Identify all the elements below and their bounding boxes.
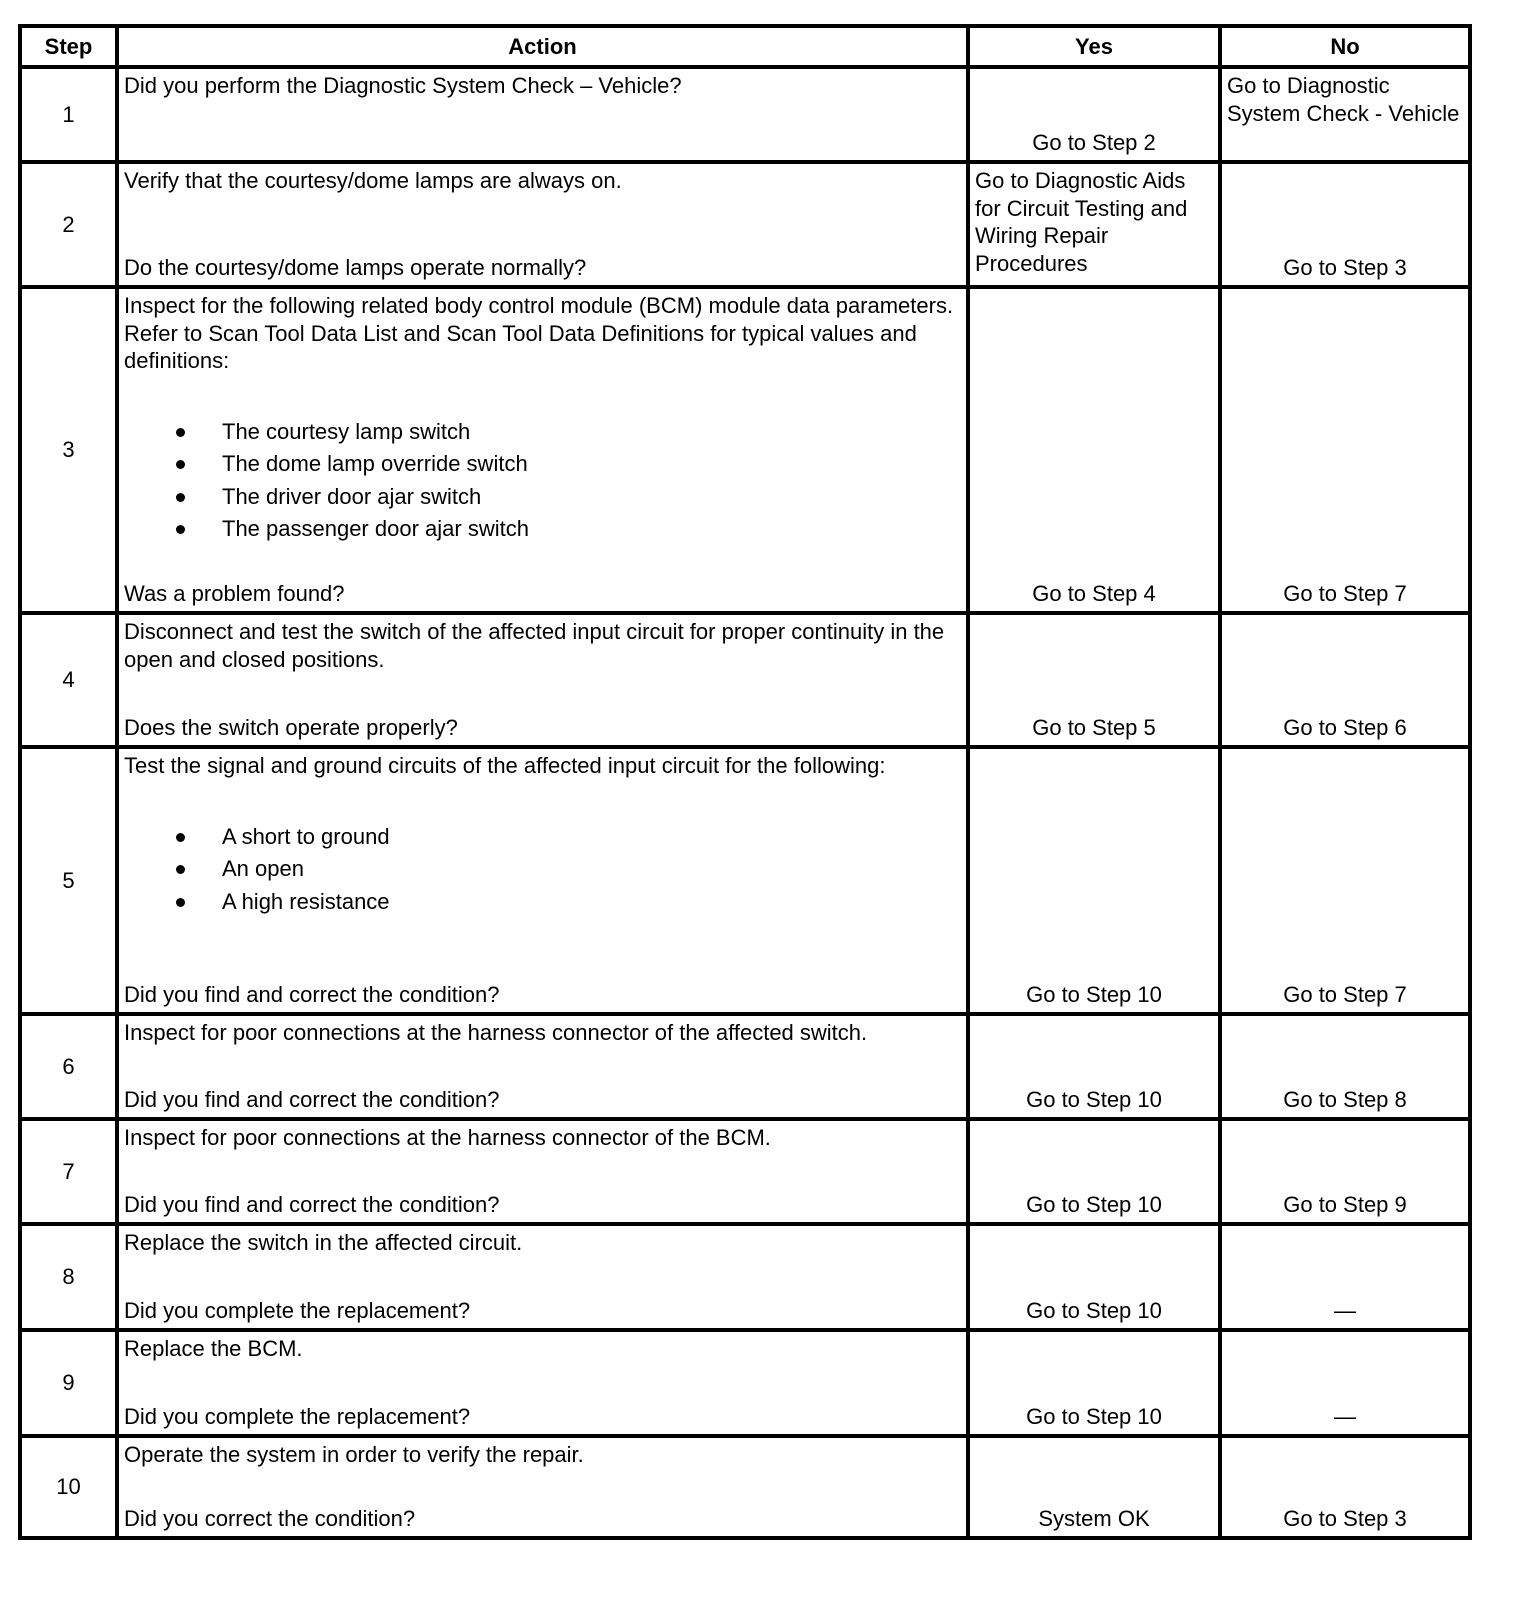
header-action: Action <box>119 28 966 65</box>
bullet-item: A short to ground <box>124 821 960 854</box>
no-result <box>1222 1438 1468 1536</box>
yes-text: Go to Step 5 <box>1032 714 1156 740</box>
step-number: 4 <box>22 615 115 745</box>
action-cell <box>119 1121 966 1222</box>
action-text: Inspect for poor connections at the harness connector of the affected switch. <box>124 1020 868 1045</box>
step-number: 1 <box>22 69 115 160</box>
yes-text: System OK <box>1038 1505 1150 1531</box>
yes-result <box>970 1226 1218 1328</box>
no-text: Go to Step 6 <box>1283 714 1407 740</box>
bullet-item: A high resistance <box>124 886 960 919</box>
step-number: 3 <box>22 289 115 611</box>
action-cell <box>119 1438 966 1536</box>
no-result <box>1222 615 1468 745</box>
bullet-item: The dome lamp override switch <box>124 448 960 481</box>
step-number: 7 <box>22 1121 115 1222</box>
yes-result <box>970 1332 1218 1434</box>
no-result <box>1222 1121 1468 1222</box>
no-result <box>1222 1226 1468 1328</box>
action-text: Operate the system in order to verify the repair. <box>124 1442 584 1467</box>
no-text: Go to Step 3 <box>1283 254 1407 280</box>
bullet-list <box>124 821 960 919</box>
step-number: 10 <box>22 1438 115 1536</box>
action-cell <box>119 615 966 745</box>
action-text: Inspect for the following related body control module (BCM) module data parameters. Refer to Scan Tool Data List and Scan Tool Data Definitions for typical values and definitions: <box>124 293 954 373</box>
action-cell <box>119 1332 966 1434</box>
no-text: Go to Diagnostic System Check - Vehicle <box>1227 73 1460 126</box>
no-text: Go to Step 3 <box>1283 1505 1407 1531</box>
action-text: Disconnect and test the switch of the affected input circuit for proper continuity in the open and closed positions. <box>124 619 945 672</box>
action-cell <box>119 1226 966 1328</box>
no-result <box>1222 749 1468 1012</box>
step-number: 8 <box>22 1226 115 1328</box>
action-question: Does the switch operate properly? <box>124 714 458 740</box>
yes-text: Go to Step 2 <box>1032 129 1156 155</box>
action-question: Was a problem found? <box>124 580 345 606</box>
yes-result <box>970 1016 1218 1117</box>
action-question: Did you find and correct the condition? <box>124 1086 500 1112</box>
yes-result <box>970 69 1218 160</box>
yes-result <box>970 615 1218 745</box>
action-text: Inspect for poor connections at the harness connector of the BCM. <box>124 1125 771 1150</box>
action-text: Replace the BCM. <box>124 1336 303 1361</box>
step-number: 9 <box>22 1332 115 1434</box>
yes-text: Go to Diagnostic Aids for Circuit Testing and Wiring Repair Procedures <box>975 168 1188 276</box>
bullet-item: The courtesy lamp switch <box>124 416 960 449</box>
no-result <box>1222 1016 1468 1117</box>
action-question: Did you find and correct the condition? <box>124 981 500 1007</box>
bullet-item: An open <box>124 853 960 886</box>
bullet-item: The driver door ajar switch <box>124 481 960 514</box>
action-text: Test the signal and ground circuits of the affected input circuit for the following: <box>124 753 886 778</box>
bullet-item: The passenger door ajar switch <box>124 513 960 546</box>
yes-text: Go to Step 10 <box>1026 1297 1162 1323</box>
no-text: Go to Step 8 <box>1283 1086 1407 1112</box>
yes-result <box>970 289 1218 611</box>
no-result <box>1222 69 1468 160</box>
step-number: 2 <box>22 164 115 285</box>
yes-result <box>970 1438 1218 1536</box>
yes-text: Go to Step 10 <box>1026 981 1162 1007</box>
yes-text: Go to Step 10 <box>1026 1086 1162 1112</box>
bullet-list <box>124 416 960 546</box>
action-text: Replace the switch in the affected circuit. <box>124 1230 523 1255</box>
action-cell <box>119 1016 966 1117</box>
no-text: Go to Step 7 <box>1283 580 1407 606</box>
action-question: Did you find and correct the condition? <box>124 1191 500 1217</box>
step-number: 6 <box>22 1016 115 1117</box>
yes-result <box>970 1121 1218 1222</box>
yes-text: Go to Step 10 <box>1026 1403 1162 1429</box>
header-step: Step <box>22 28 115 65</box>
yes-result <box>970 749 1218 1012</box>
no-result <box>1222 289 1468 611</box>
no-text: Go to Step 7 <box>1283 981 1407 1007</box>
action-question: Do the courtesy/dome lamps operate normally? <box>124 254 587 280</box>
no-text: — <box>1334 1403 1356 1429</box>
step-number: 5 <box>22 749 115 1012</box>
no-result <box>1222 1332 1468 1434</box>
action-text: Did you perform the Diagnostic System Check – Vehicle? <box>124 73 682 98</box>
header-yes: Yes <box>970 28 1218 65</box>
no-result <box>1222 164 1468 285</box>
action-cell <box>119 69 966 160</box>
no-text: — <box>1334 1297 1356 1323</box>
no-text: Go to Step 9 <box>1283 1191 1407 1217</box>
header-no: No <box>1222 28 1468 65</box>
action-question: Did you correct the condition? <box>124 1505 416 1531</box>
diagnostic-table <box>18 24 1472 1540</box>
action-cell <box>119 164 966 285</box>
yes-text: Go to Step 10 <box>1026 1191 1162 1217</box>
action-question: Did you complete the replacement? <box>124 1403 471 1429</box>
yes-text: Go to Step 4 <box>1032 580 1156 606</box>
action-text: Verify that the courtesy/dome lamps are always on. <box>124 168 622 193</box>
action-cell <box>119 289 966 611</box>
yes-result <box>970 164 1218 285</box>
action-cell <box>119 749 966 1012</box>
action-question: Did you complete the replacement? <box>124 1297 471 1323</box>
